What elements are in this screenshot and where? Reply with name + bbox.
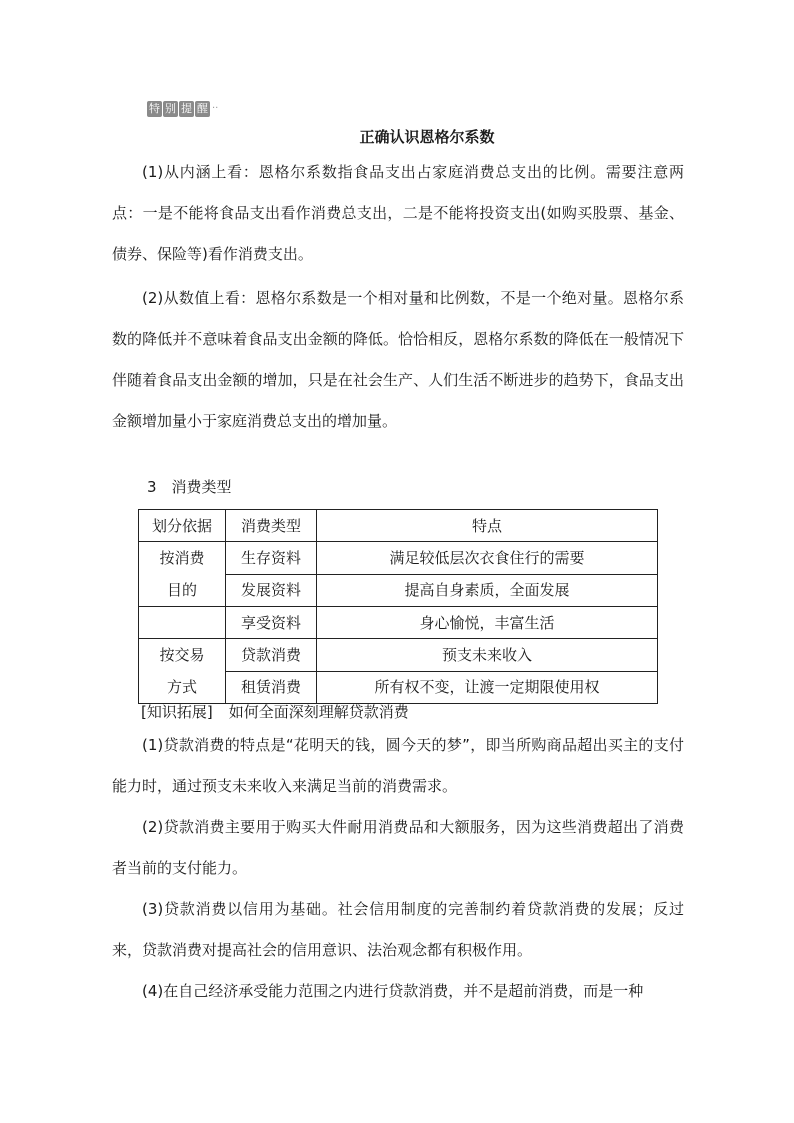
table-header: 特点 xyxy=(317,510,658,542)
table-row xyxy=(139,607,658,639)
knowledge-extension-title: 如何全面深刻理解贷款消费 xyxy=(228,703,409,721)
special-reminder-badge xyxy=(147,101,218,117)
knowledge-extension-label: [知识拓展] xyxy=(141,703,213,721)
table-header-row xyxy=(139,510,658,542)
table-cell-feature: 身心愉悦，丰富生活 xyxy=(317,607,658,639)
paragraph: (2)从数值上看：恩格尔系数是一个相对量和比例数，不是一个绝对量。恩格尔系数的降低并不意味着食品支出金额的降低。恰恰相反，恩格尔系数的降低在一般情况下伴随着食品支出金额的增加，只是在社会生产、人们生活不断进步的趋势下，食品支出金额增加量小于家庭消费总支出的增加量。 xyxy=(112,289,684,430)
badge-char: 别 xyxy=(165,102,176,115)
badge-char: 醒 xyxy=(197,102,208,115)
table-cell-feature: 满足较低层次衣食住行的需要 xyxy=(317,542,658,575)
table-cell-type: 贷款消费 xyxy=(226,639,317,672)
table-header: 划分依据 xyxy=(139,510,226,542)
section-heading: 3 消费类型 xyxy=(147,478,232,496)
table-cell-type: 租赁消费 xyxy=(226,671,317,704)
badge-char: 提 xyxy=(181,102,192,115)
table-cell-basis xyxy=(139,542,226,607)
table-row xyxy=(139,639,658,672)
table-cell-basis-empty xyxy=(139,607,226,639)
paragraph: (4)在自己经济承受能力范围之内进行贷款消费，并不是超前消费，而是一种 xyxy=(142,982,644,1000)
knowledge-extension-heading xyxy=(141,700,409,724)
basis-line: 目的 xyxy=(166,581,197,599)
paragraph: (2)贷款消费主要用于购买大件耐用消费品和大额服务，因为这些消费超出了消费者当前的支付能力。 xyxy=(112,818,684,877)
table-cell-feature: 预支未来收入 xyxy=(317,639,658,672)
table-cell-basis xyxy=(139,639,226,704)
basis-line: 按消费 xyxy=(159,549,205,567)
table-cell-type: 享受资料 xyxy=(226,607,317,639)
basis-line: 方式 xyxy=(166,678,197,696)
consumption-types-table xyxy=(138,509,658,704)
paragraph: (1)贷款消费的特点是“花明天的钱，圆今天的梦”，即当所购商品超出买主的支付能力时，通过预支未来收入来满足当前的消费需求。 xyxy=(112,736,684,795)
table-cell-feature: 所有权不变，让渡一定期限使用权 xyxy=(317,671,658,704)
paragraph: (3)贷款消费以信用为基础。社会信用制度的完善制约着贷款消费的发展；反过来，贷款消费对提高社会的信用意识、法治观念都有积极作用。 xyxy=(112,900,684,959)
basis-line: 按交易 xyxy=(159,646,205,664)
table-header: 消费类型 xyxy=(226,510,317,542)
badge-tail: ·· xyxy=(212,103,219,114)
table-cell-feature: 提高自身素质，全面发展 xyxy=(317,574,658,607)
table-cell-type: 生存资料 xyxy=(226,542,317,575)
section-title: 正确认识恩格尔系数 xyxy=(359,128,495,146)
table-row xyxy=(139,542,658,575)
badge-char: 特 xyxy=(149,102,160,115)
paragraph: (1)从内涵上看：恩格尔系数指食品支出占家庭消费总支出的比例。需要注意两点：一是不能将食品支出看作消费总支出，二是不能将投资支出(如购买股票、基金、债券、保险等)看作消费支出。 xyxy=(112,163,684,263)
table-cell-type: 发展资料 xyxy=(226,574,317,607)
